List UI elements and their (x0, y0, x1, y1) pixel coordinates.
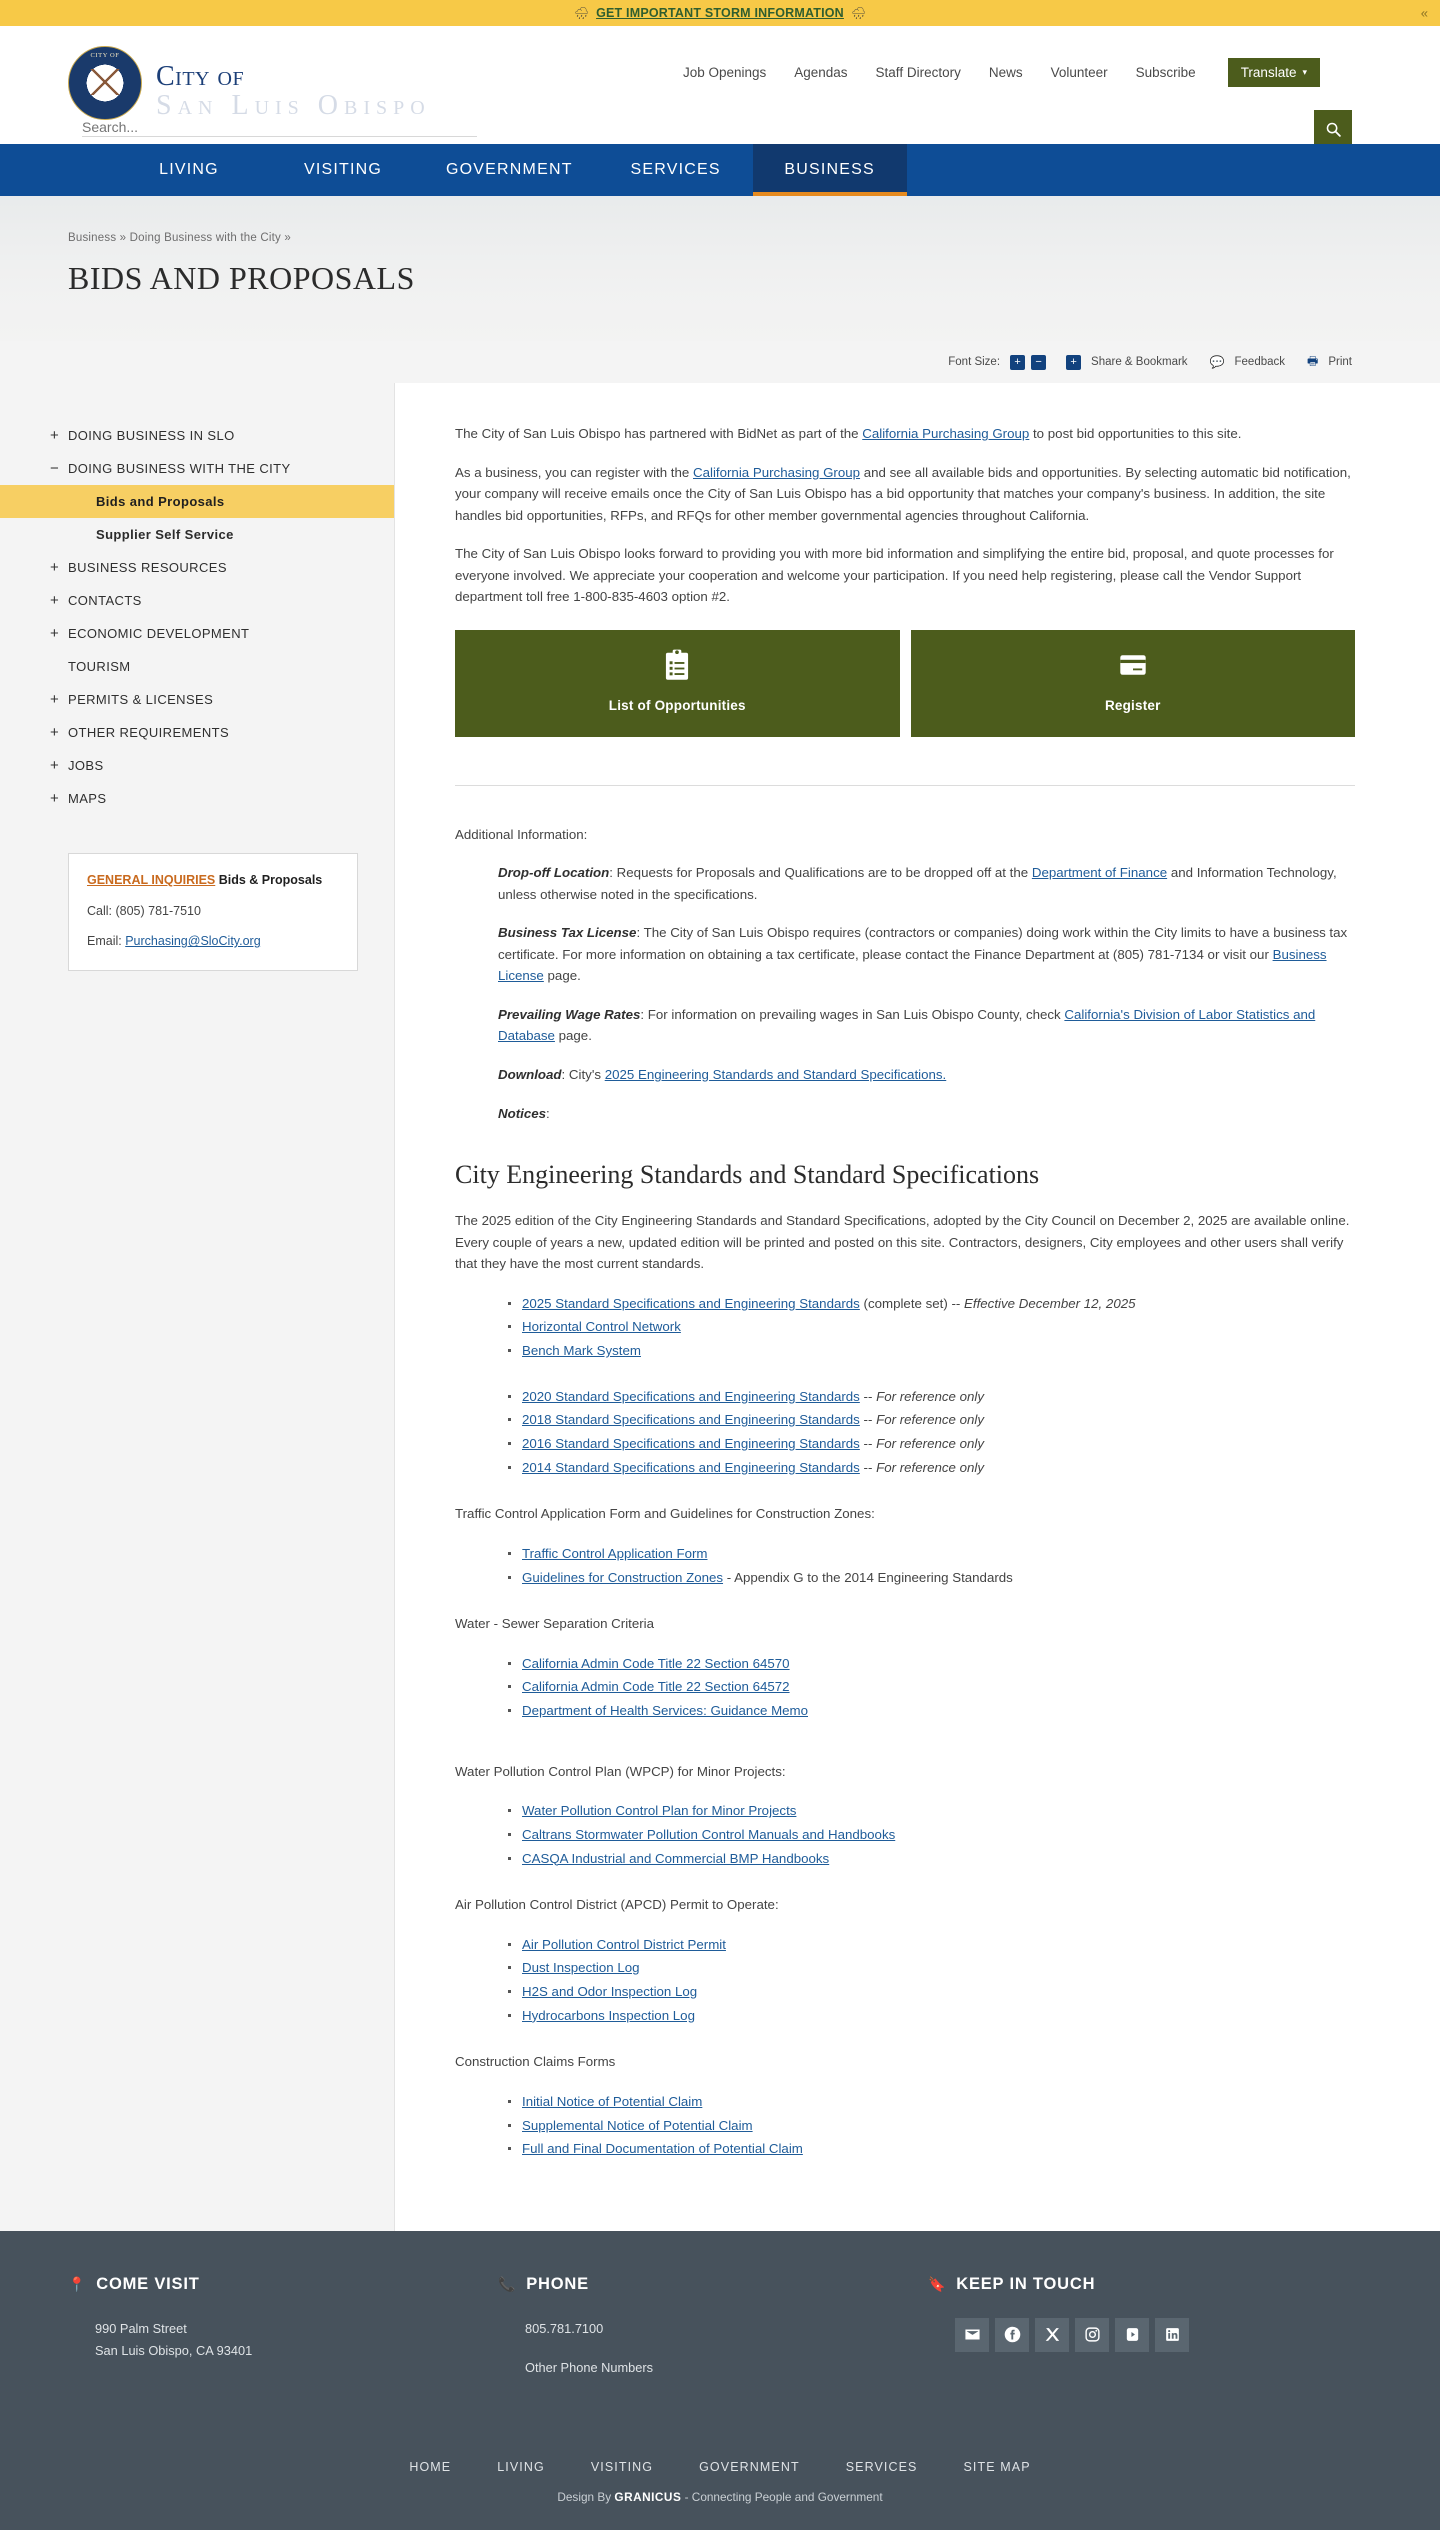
search-button[interactable] (1314, 110, 1352, 148)
sidebar-item-business-resources (0, 551, 394, 584)
current-standards-list (508, 1292, 1355, 1363)
admin-code-64570-link[interactable]: California Admin Code Title 22 Section 64570 (522, 1655, 790, 1671)
comment-icon: 💬 (1209, 355, 1225, 369)
reference-note: For reference only (876, 1412, 984, 1428)
font-size-label: Font Size: (948, 356, 1001, 368)
admin-code-64572-link[interactable]: California Admin Code Title 22 Section 64572 (522, 1679, 790, 1695)
dropoff-location-item (498, 862, 1355, 905)
font-decrease-button[interactable]: − (1031, 355, 1046, 370)
reference-standards-list (508, 1385, 1355, 1480)
page-hero (0, 196, 1440, 341)
footer-address-line2: San Luis Obispo, CA 93401 (95, 2342, 253, 2358)
reference-note: For reference only (876, 1436, 984, 1452)
after-text: (complete set) -- (859, 1295, 965, 1311)
storm-alert-link[interactable]: GET IMPORTANT STORM INFORMATION (596, 6, 844, 20)
page-body (0, 383, 1440, 2231)
list-item (508, 2137, 1355, 2161)
after-text: -- (859, 1436, 877, 1452)
wordmark-line1: City of (156, 61, 245, 92)
credit-brand: GRANICUS (614, 2490, 682, 2505)
expand-plus-icon: + (50, 427, 60, 444)
standard-2020-link[interactable]: 2020 Standard Specifications and Engineering Standards (522, 1388, 860, 1404)
print-button[interactable]: Print (1328, 356, 1352, 368)
after-text: -- (859, 1388, 877, 1404)
standard-2016-link[interactable]: 2016 Standard Specifications and Engineering Standards (522, 1436, 860, 1452)
intro-p1-text-b: to post bid opportunities to this site. (1029, 426, 1242, 441)
sidebar-item-label: MAPS (68, 791, 107, 806)
department-of-finance-link[interactable]: Department of Finance (1031, 865, 1168, 881)
storm-icon: 🌧 (850, 6, 867, 20)
nav-item-living[interactable]: LIVING (159, 161, 219, 178)
feedback-button[interactable]: Feedback (1234, 356, 1286, 368)
hydrocarbons-inspection-log-link[interactable]: Hydrocarbons Inspection Log (522, 2007, 695, 2023)
footer-bottom (0, 2438, 1440, 2530)
share-plus-icon: + (1066, 355, 1081, 370)
list-item (508, 1292, 1355, 1316)
primary-navigation (0, 144, 1440, 196)
traffic-control-lead: Traffic Control Application Form and Guidelines for Construction Zones: (455, 1506, 875, 1522)
search-input[interactable] (82, 112, 477, 142)
breadcrumb[interactable]: Business » Doing Business with the City » (68, 232, 291, 244)
storm-alert-content[interactable] (574, 6, 866, 20)
sidebar-item-tourism (0, 650, 394, 683)
footer-credit (0, 2490, 1440, 2504)
footer-address-line1: 990 Palm Street (95, 2320, 187, 2336)
intro-p2-text-b: and see all available bids and opportunities. By selecting automatic bid notification, your company will receive emails once the City of San Luis Obispo has a bid opportunity that matches your company's business. In addition, the site handles bid opportunities, RFPs, and RFQs for other member governmental agencies throughout California. (455, 464, 1351, 523)
wpcp-block (455, 1761, 1355, 1871)
water-sewer-list (508, 1652, 1355, 1723)
bookmark-icon: 🔖 (928, 2276, 947, 2293)
notices-item (498, 1103, 1355, 1125)
facebook-icon (1004, 2326, 1021, 2343)
contact-email-label: Email: (87, 934, 122, 949)
reference-note: For reference only (876, 1459, 984, 1475)
sidebar-item-label: ECONOMIC DEVELOPMENT (68, 626, 250, 641)
printer-icon: 🖶 (1307, 353, 1319, 368)
download-text-a: : City's (561, 1066, 605, 1082)
dhs-guidance-memo-link[interactable]: Department of Health Services: Guidance Memo (522, 1703, 809, 1719)
sidebar-item-maps (0, 782, 394, 815)
traffic-control-list (508, 1542, 1355, 1589)
footer-link-site-map[interactable]: SITE MAP (963, 2460, 1031, 2475)
nav-item-visiting[interactable]: VISITING (303, 161, 383, 178)
apcd-list (508, 1933, 1355, 2028)
list-item (508, 1675, 1355, 1699)
expand-plus-icon: + (50, 559, 60, 576)
list-of-opportunities-button[interactable] (455, 630, 900, 737)
credit-post: - Connecting People and Government (681, 2490, 883, 2505)
construction-claims-list (508, 2090, 1355, 2161)
expand-plus-icon: + (50, 757, 60, 774)
youtube-link[interactable] (1115, 2318, 1149, 2352)
search-underline (82, 136, 477, 137)
intro-paragraph-3: The City of San Luis Obispo looks forward to providing you with more bid information and simplifying the entire bid, proposal, and quote processes for everyone involved. We appreciate your cooperation and welcome your participation. If you need help registering, please call the Vendor Support department toll free 1-800-835-4603 option #2. (455, 546, 1334, 605)
site-logo[interactable] (68, 46, 431, 121)
linkedin-link[interactable] (1155, 2318, 1189, 2352)
expand-plus-icon: + (50, 592, 60, 609)
tax-term: Business Tax License (498, 925, 637, 941)
wage-text-a: : For information on prevailing wages in San Luis Obispo County, check (640, 1006, 1065, 1022)
utility-link-volunteer[interactable]: Volunteer (1050, 65, 1108, 80)
list-item (508, 1956, 1355, 1980)
dlsr-link[interactable]: California's Division of Labor Statistics and Database (498, 1006, 1316, 1044)
sidebar-item-other-requirements (0, 716, 394, 749)
full-final-documentation-claim-link[interactable]: Full and Final Documentation of Potential Claim (522, 2141, 803, 2157)
effective-date: Effective December 12, 2025 (964, 1295, 1136, 1311)
sidebar-item-label: JOBS (68, 758, 104, 773)
clipboard-list-icon (662, 649, 692, 681)
additional-info-label: Additional Information: (455, 826, 588, 842)
list-item (508, 1799, 1355, 1823)
nav-item-government[interactable]: GOVERNMENT (446, 161, 573, 178)
tax-text-a: : The City of San Luis Obispo requires (contractors or companies) doing work within the City limits to have a business tax certificate. For more information on obtaining a tax certificate, please contact the Finance Department at (805) 781-7134 or visit our (498, 925, 1348, 962)
sidebar-item-contacts (0, 584, 394, 617)
additional-info-block (498, 862, 1355, 1124)
h2s-odor-inspection-log-link[interactable]: H2S and Odor Inspection Log (522, 1984, 698, 2000)
intro-paragraph-2 (455, 462, 1355, 527)
translate-button[interactable] (1228, 58, 1320, 87)
credit-pre: Design By (557, 2490, 615, 2505)
intro-paragraph-1 (455, 423, 1355, 445)
guidelines-construction-zones-link[interactable]: Guidelines for Construction Zones (522, 1569, 724, 1585)
button-label: Register (1104, 698, 1161, 714)
california-purchasing-group-link[interactable]: California Purchasing Group (862, 426, 1030, 441)
share-bookmark-button[interactable]: Share & Bookmark (1091, 356, 1188, 368)
utility-link-staff-directory[interactable]: Staff Directory (875, 65, 961, 80)
list-item (508, 1652, 1355, 1676)
standard-2014-link[interactable]: 2014 Standard Specifications and Engineering Standards (522, 1459, 860, 1475)
apcd-permit-link[interactable]: Air Pollution Control District Permit (522, 1936, 726, 1952)
x-twitter-icon (1044, 2326, 1061, 2343)
notices-term: Notices (498, 1105, 547, 1121)
footer-phone-title: PHONE (526, 2274, 589, 2293)
action-buttons (455, 630, 1355, 737)
phone-icon: 📞 (498, 2276, 517, 2293)
sidebar-item-label: Supplier Self Service (96, 527, 234, 542)
wpcp-lead: Water Pollution Control Plan (WPCP) for Minor Projects: (455, 1763, 786, 1779)
x-twitter-link[interactable] (1035, 2318, 1069, 2352)
water-sewer-lead: Water - Sewer Separation Criteria (455, 1616, 655, 1632)
wage-term: Prevailing Wage Rates (498, 1006, 641, 1022)
apcd-block (455, 1894, 1355, 2027)
sidebar-item-label: DOING BUSINESS WITH THE CITY (68, 461, 291, 476)
search-icon (1325, 121, 1342, 138)
sidebar-item-permits-and-licenses (0, 683, 394, 716)
wordmark (156, 46, 431, 121)
construction-claims-block (455, 2051, 1355, 2161)
list-item (508, 1823, 1355, 1847)
footer-link-government[interactable]: GOVERNMENT (699, 2460, 800, 2475)
engineering-standards-download-link[interactable]: 2025 Engineering Standards and Standard Specifications. (604, 1066, 947, 1082)
utility-link-news[interactable]: News (988, 65, 1023, 80)
expand-plus-icon: + (50, 724, 60, 741)
california-purchasing-group-link[interactable]: California Purchasing Group (693, 464, 861, 480)
after-text: - Appendix G to the 2014 Engineering Standards (723, 1569, 1013, 1585)
initial-notice-claim-link[interactable]: Initial Notice of Potential Claim (522, 2093, 703, 2109)
sidebar-item-label: TOURISM (68, 659, 131, 674)
sidebar-item-label: PERMITS & LICENSES (68, 692, 214, 707)
font-increase-button[interactable]: + (1010, 355, 1025, 370)
sidebar-item-economic-development (0, 617, 394, 650)
standard-2025-link[interactable]: 2025 Standard Specifications and Engineering Standards (522, 1295, 860, 1311)
casqa-bmp-link[interactable]: CASQA Industrial and Commercial BMP Handbooks (522, 1850, 830, 1866)
collapse-minus-icon: − (50, 460, 60, 477)
list-item (508, 2004, 1355, 2028)
translate-label: Translate (1240, 65, 1297, 80)
utility-link-subscribe[interactable]: Subscribe (1135, 65, 1196, 80)
email-link[interactable] (955, 2318, 989, 2352)
storm-icon: 🌧 (573, 6, 590, 20)
horizontal-control-network-link[interactable]: Horizontal Control Network (522, 1319, 681, 1335)
instagram-icon (1084, 2326, 1101, 2343)
list-item (508, 1699, 1355, 1723)
list-item (508, 1315, 1355, 1339)
expand-plus-icon: + (50, 790, 60, 807)
facebook-link[interactable] (995, 2318, 1029, 2352)
utility-link-agendas[interactable]: Agendas (794, 65, 848, 80)
youtube-icon (1124, 2326, 1141, 2343)
footer-visit-title: COME VISIT (96, 2274, 200, 2293)
site-footer (0, 2231, 1440, 2530)
list-item (508, 1339, 1355, 1363)
intro-p2-text-a: As a business, you can register with the (455, 464, 693, 480)
social-links (955, 2318, 1358, 2352)
construction-claims-lead: Construction Claims Forms (455, 2054, 616, 2070)
expand-plus-icon: + (50, 691, 60, 708)
dust-inspection-log-link[interactable]: Dust Inspection Log (522, 1960, 640, 1976)
standard-2018-link[interactable]: 2018 Standard Specifications and Engineering Standards (522, 1412, 860, 1428)
section-paragraph: The 2025 edition of the City Engineering Standards and Standard Specifications, adopted by the City Council on December 2, 2025 are available online. Every couple of years a new, updated edition will be printed and posted on this site. Contractors, designers, City employees and other users shall verify that they have the most current standards. (455, 1213, 1350, 1272)
sidebar-item-label: CONTACTS (68, 593, 142, 608)
site-header (0, 26, 1440, 144)
prevailing-wage-item (498, 1004, 1355, 1047)
footer-col-phone (498, 2275, 928, 2379)
main-content (395, 383, 1440, 2231)
list-item (508, 2090, 1355, 2114)
footer-link-home[interactable]: HOME (409, 2460, 452, 2475)
reference-note: For reference only (876, 1388, 984, 1404)
divider (455, 785, 1355, 786)
alert-collapse-icon[interactable]: « (1420, 5, 1426, 21)
utility-link-job-openings[interactable]: Job Openings (682, 65, 767, 80)
page-title: BIDS AND PROPOSALS (68, 260, 415, 296)
sidebar-item-supplier-self-service (0, 518, 394, 551)
instagram-link[interactable] (1075, 2318, 1109, 2352)
footer-keep-title: KEEP IN TOUCH (956, 2274, 1096, 2293)
list-item (508, 1408, 1355, 1432)
wpcp-minor-projects-link[interactable]: Water Pollution Control Plan for Minor Projects (522, 1803, 797, 1819)
contact-phone: Call: (805) 781-7510 (87, 903, 201, 918)
sidebar-nav (0, 419, 394, 815)
sidebar-item-label: Bids and Proposals (96, 494, 225, 509)
nav-item-services[interactable]: SERVICES (630, 161, 721, 178)
wordmark-line2: San Luis Obispo (156, 90, 431, 122)
list-item (508, 1980, 1355, 2004)
footer-link-living[interactable]: LIVING (497, 2460, 545, 2475)
tax-text-b: page. (543, 968, 581, 984)
list-item (508, 1933, 1355, 1957)
traffic-control-block (455, 1503, 1355, 1589)
email-icon (964, 2326, 981, 2343)
download-item (498, 1064, 1355, 1086)
contact-box (68, 853, 358, 971)
sidebar-item-label: OTHER REQUIREMENTS (68, 725, 230, 740)
list-item (508, 1566, 1355, 1590)
wpcp-list (508, 1799, 1355, 1870)
footer-link-visiting[interactable]: VISITING (590, 2460, 654, 2475)
apcd-lead: Air Pollution Control District (APCD) Permit to Operate: (455, 1897, 779, 1913)
business-license-link[interactable]: Business License (498, 946, 1327, 984)
section-title-engineering-standards: City Engineering Standards and Standard Specifications (455, 1160, 1040, 1190)
button-label: List of Opportunities (608, 698, 746, 714)
storm-alert-bar (0, 0, 1440, 26)
utility-nav (683, 58, 1320, 87)
footer-col-visit (68, 2275, 498, 2379)
caltrans-stormwater-link[interactable]: Caltrans Stormwater Pollution Control Manuals and Handbooks (522, 1826, 896, 1842)
list-item (508, 2114, 1355, 2138)
sidebar-item-doing-business-in-slo (0, 419, 394, 452)
sidebar-item-bids-and-proposals (0, 485, 394, 518)
supplemental-notice-claim-link[interactable]: Supplemental Notice of Potential Claim (522, 2117, 753, 2133)
sidebar-item-label: DOING BUSINESS IN SLO (68, 428, 235, 443)
water-sewer-block (455, 1613, 1355, 1723)
notices-text: : (546, 1105, 550, 1121)
bench-mark-system-link[interactable]: Bench Mark System (522, 1343, 641, 1359)
id-card-icon (1118, 649, 1148, 681)
list-item (508, 1385, 1355, 1409)
map-pin-icon: 📍 (68, 2276, 87, 2293)
sidebar-item-label: BUSINESS RESOURCES (68, 560, 227, 575)
footer-link-services[interactable]: SERVICES (845, 2460, 918, 2475)
wage-text-b: page. (554, 1028, 592, 1044)
sidebar-item-doing-business-with-the-city (0, 452, 394, 485)
general-inquiries-link[interactable]: GENERAL INQUIRIES (87, 873, 216, 887)
after-text: -- (859, 1412, 877, 1428)
traffic-control-application-form-link[interactable]: Traffic Control Application Form (522, 1545, 708, 1561)
footer-col-keep-in-touch (928, 2275, 1358, 2379)
footer-other-phone-link[interactable]: Other Phone Numbers (525, 2359, 654, 2375)
nav-item-business[interactable]: BUSINESS (753, 144, 907, 196)
business-tax-license-item (498, 922, 1355, 987)
list-item (508, 1456, 1355, 1480)
dropoff-term: Drop-off Location (498, 865, 610, 881)
list-item (508, 1432, 1355, 1456)
dropoff-text-b: and Information Technology, unless otherwise noted in the specifications. (498, 865, 1337, 902)
sidebar (0, 383, 395, 2231)
footer-nav (0, 2460, 1440, 2474)
dropoff-text-a: : Requests for Proposals and Qualifications are to be dropped off at the (609, 865, 1032, 881)
intro-p1-text-a: The City of San Luis Obispo has partnered with BidNet as part of the (455, 426, 863, 441)
linkedin-icon (1164, 2326, 1181, 2343)
list-item (508, 1847, 1355, 1871)
list-item (508, 1542, 1355, 1566)
sidebar-item-jobs (0, 749, 394, 782)
page-tools (0, 341, 1440, 383)
register-button[interactable] (911, 630, 1356, 737)
contact-email-link[interactable]: Purchasing@SloCity.org (125, 934, 261, 949)
download-term: Download (498, 1066, 562, 1082)
footer-phone-number[interactable]: 805.781.7100 (525, 2320, 604, 2336)
after-text: -- (859, 1459, 877, 1475)
city-seal-icon (68, 46, 142, 120)
contact-subject: Bids & Proposals (218, 873, 323, 887)
chevron-down-icon: ▾ (1302, 67, 1307, 77)
expand-plus-icon: + (50, 625, 60, 642)
